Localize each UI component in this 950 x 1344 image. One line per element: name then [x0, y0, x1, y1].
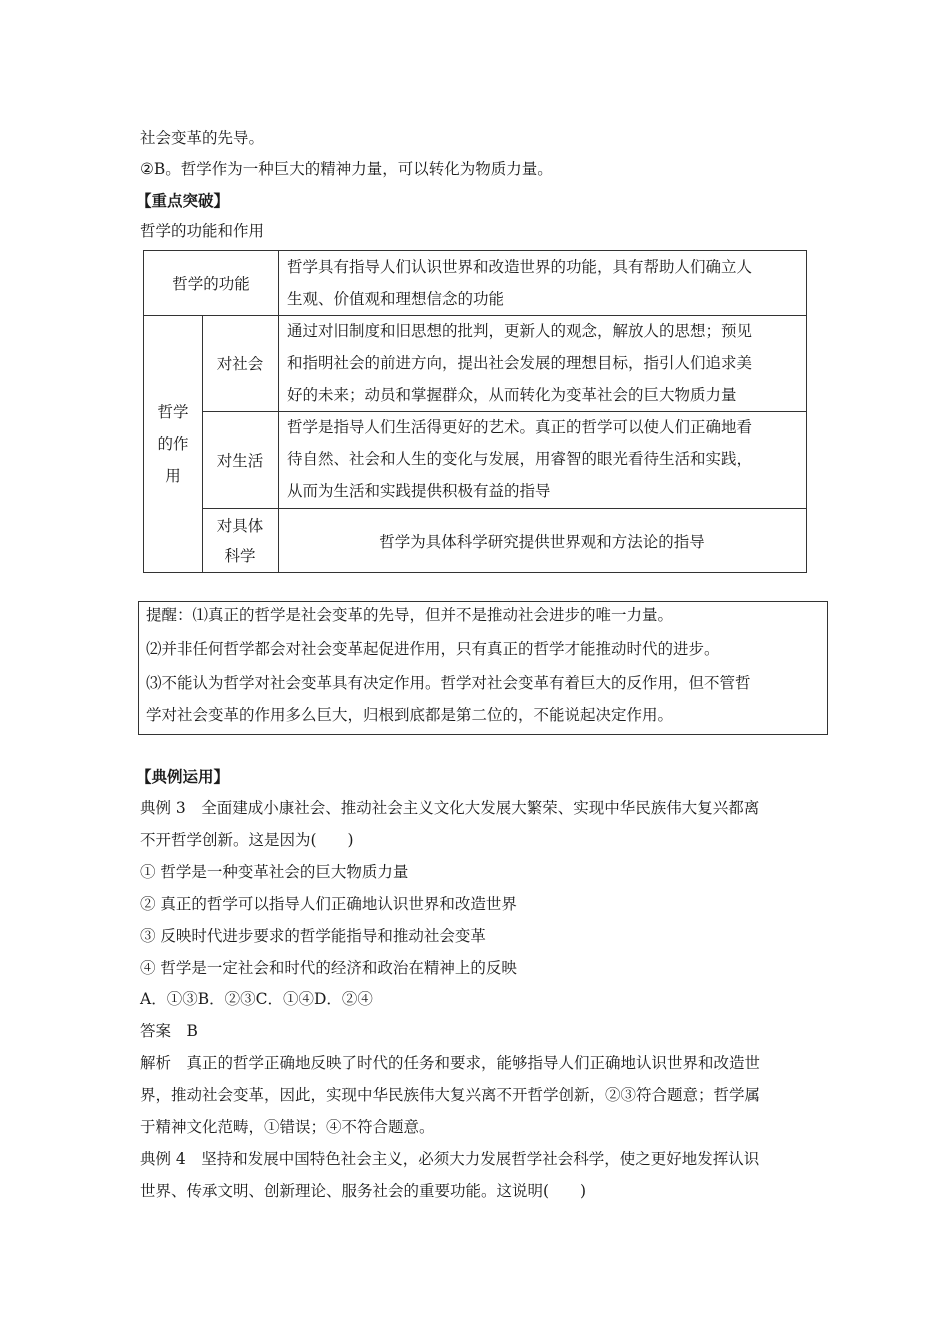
row-text-line: 好的未来；动员和掌握群众，从而转化为变革社会的巨大物质力量: [287, 386, 737, 404]
life-label-cell: [202, 411, 278, 508]
answer: 答案 B: [140, 1022, 198, 1040]
row-text-line: 通过对旧制度和旧思想的批判，更新人的观念，解放人的思想；预见: [287, 322, 753, 340]
table-rule: [278, 251, 279, 315]
row-label-science: 对具体: [216, 516, 264, 535]
science-text-cell: [278, 508, 806, 573]
role-label-cell: [144, 315, 202, 573]
row-label-society: 对社会: [216, 355, 264, 373]
tip-line: 提醒：⑴真正的哲学是社会变革的先导，但并不是推动社会进步的唯一力量。: [146, 606, 674, 624]
society-text-cell: [287, 315, 802, 411]
table-subtitle: 哲学的功能和作用: [140, 222, 265, 240]
row-text-line: 从而为生活和实践提供积极有益的指导: [287, 482, 551, 500]
tip-line: ⑵并非任何哲学都会对社会变革起促进作用，只有真正的哲学才能推动时代的进步。: [146, 640, 720, 658]
function-text-line: 哲学具有指导人们认识世界和改造世界的功能，具有帮助人们确立人: [287, 258, 753, 276]
tip-line: 学对社会变革的作用多么巨大，归根到底都是第二位的，不能说起决定作用。: [146, 706, 674, 724]
section-heading-examples: 【典例运用】: [136, 767, 230, 786]
analysis-line: 解析 真正的哲学正确地反映了时代的任务和要求，能够指导人们正确地认识世界和改造世: [140, 1054, 761, 1072]
role-label-line: 哲学: [157, 403, 189, 421]
example-3-question: 典例 3 全面建成小康社会、推动社会主义文化大发展大繁荣、实现中华民族伟大复兴都离: [140, 799, 760, 817]
tip-line: ⑶不能认为哲学对社会变革具有决定作用。哲学对社会变革有着巨大的反作用，但不管哲: [146, 674, 751, 692]
tip-box: [138, 601, 828, 735]
option-item: ① 哲学是一种变革社会的巨大物质力量: [140, 863, 409, 881]
analysis-line: 界，推动社会变革，因此，实现中华民族伟大复兴离不开哲学创新，②③符合题意；哲学属: [140, 1086, 761, 1104]
option-item: ④ 哲学是一定社会和时代的经济和政治在精神上的反映: [140, 959, 517, 977]
science-label-cell: [202, 508, 278, 573]
example-4-question: 世界、传承文明、创新理论、服务社会的重要功能。这说明( ): [140, 1182, 587, 1200]
life-text-cell: [287, 411, 802, 508]
example-4-question: 典例 4 坚持和发展中国特色社会主义，必须大力发展哲学社会科学，使之更好地发挥认识: [140, 1150, 760, 1168]
function-label: 哲学的功能: [172, 275, 250, 293]
row-text-line: 哲学是指导人们生活得更好的艺术。真正的哲学可以使人们正确地看: [287, 418, 753, 436]
section-heading-focus: 【重点突破】: [136, 191, 230, 210]
function-label-cell: [144, 251, 278, 315]
row-text-line: 待自然、社会和人生的变化与发展，用睿智的眼光看待生活和实践，: [287, 450, 753, 468]
row-label-life: 对生活: [216, 451, 264, 470]
example-3-question: 不开哲学创新。这是因为( ): [140, 831, 354, 849]
society-label-cell: [202, 315, 278, 411]
function-text-line: 生观、价值观和理想信念的功能: [287, 290, 505, 308]
row-text-line: 哲学为具体科学研究提供世界观和方法论的指导: [379, 532, 705, 551]
philosophy-function-table: [143, 250, 807, 573]
role-label-line: 的作: [157, 435, 189, 453]
option-item: ② 真正的哲学可以指导人们正确地认识世界和改造世界: [140, 895, 517, 913]
analysis-line: 于精神文化范畴，①错误；④不符合题意。: [140, 1118, 435, 1136]
option-item: ③ 反映时代进步要求的哲学能指导和推动社会变革: [140, 927, 486, 945]
intro-line-2: ②B。哲学作为一种巨大的精神力量，可以转化为物质力量。: [140, 160, 553, 178]
role-label-line: 用: [165, 467, 181, 485]
function-text-cell: [287, 251, 802, 315]
intro-line-1: 社会变革的先导。: [140, 129, 265, 147]
row-label-science: 科学: [224, 546, 256, 565]
answer-choices: A．①③B．②③C．①④D．②④: [140, 990, 373, 1008]
row-text-line: 和指明社会的前进方向，提出社会发展的理想目标，指引人们追求美: [287, 354, 753, 372]
